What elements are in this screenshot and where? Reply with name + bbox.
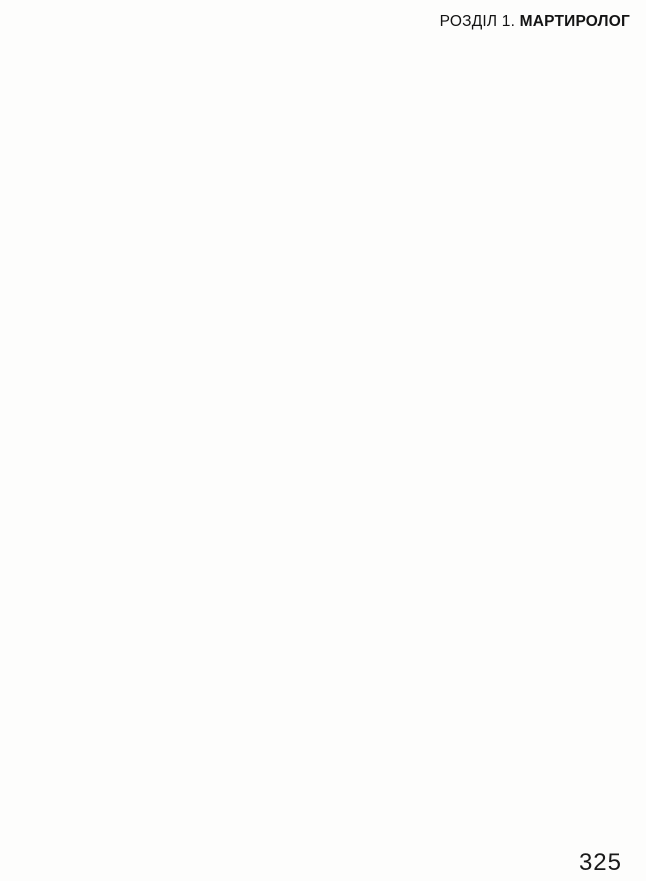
page-number: 325 <box>578 849 622 876</box>
running-head <box>440 13 630 31</box>
chapter-label: РОЗДІЛ 1. <box>439 13 516 30</box>
page-title: МАРТИРОЛОГ <box>519 13 630 30</box>
